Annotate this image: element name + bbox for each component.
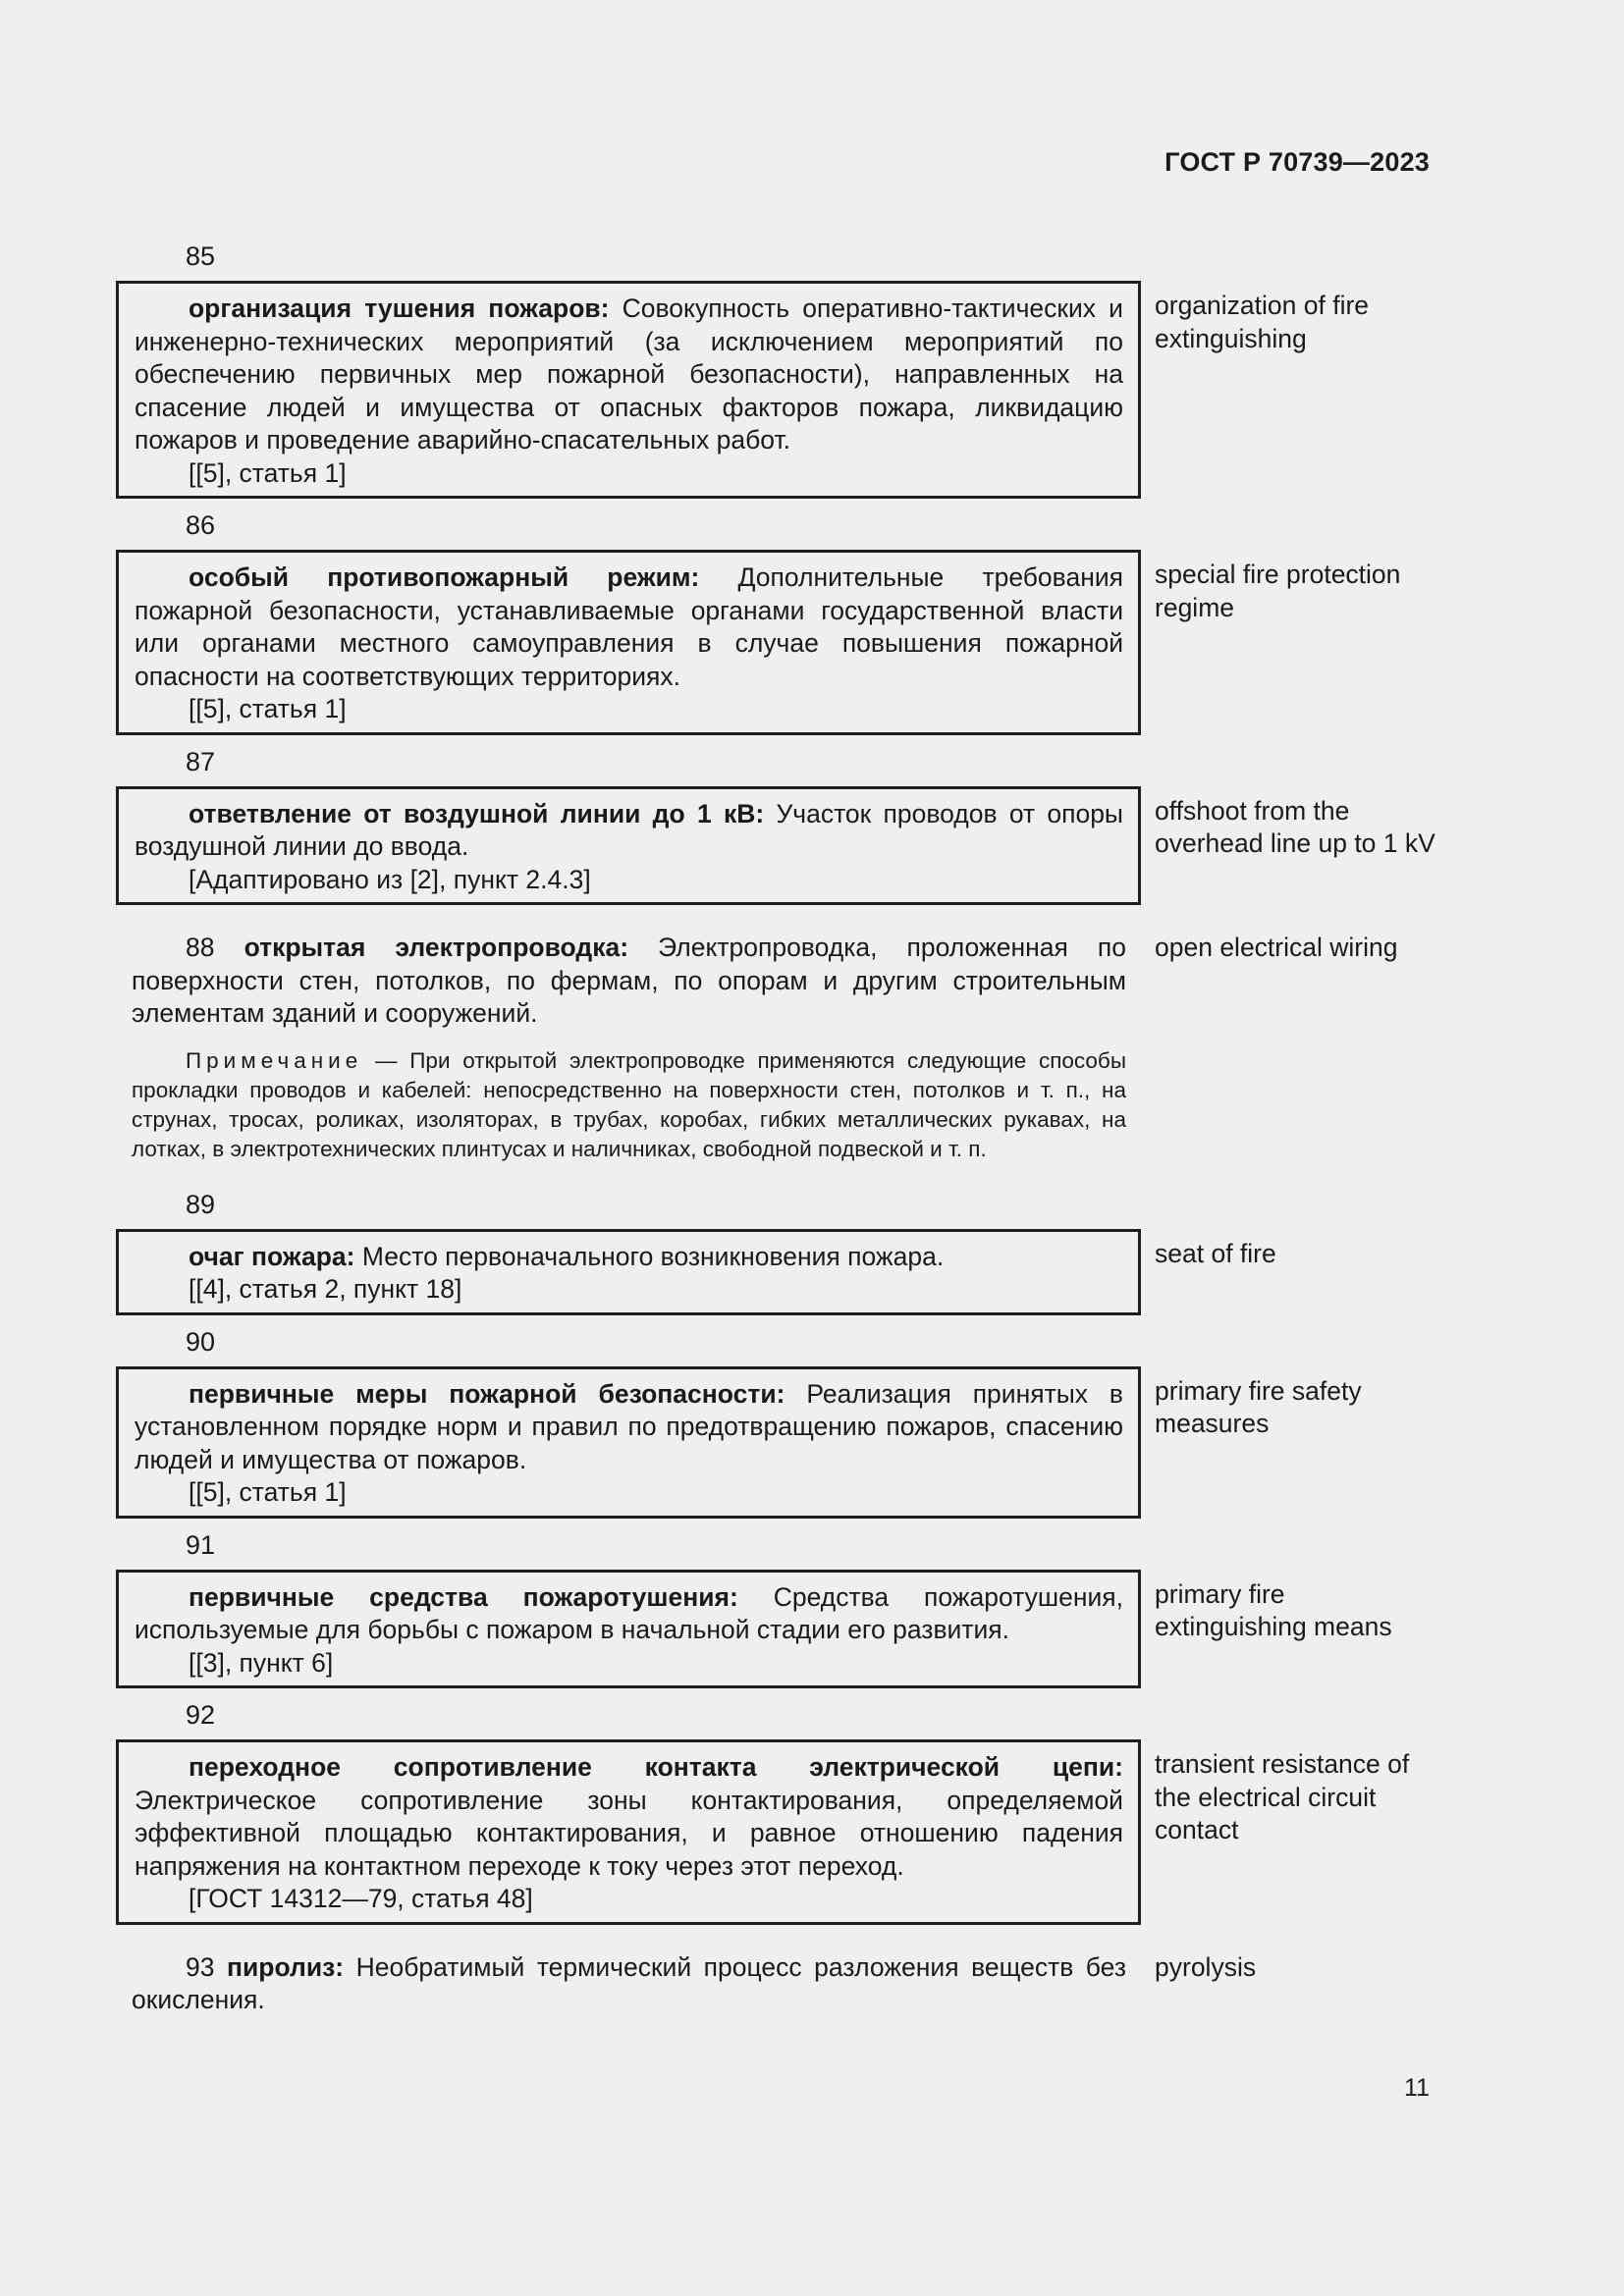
term-definition-block: [116, 923, 1141, 1170]
term-name: открытая электропроводка:: [244, 933, 629, 962]
term-english: seat of fire: [1155, 1238, 1276, 1268]
term-source: [[5], статья 1]: [189, 1477, 347, 1507]
term-name: первичные средства пожаротушения:: [189, 1581, 738, 1612]
term-entry-87: [116, 786, 1451, 906]
term-name: очаг пожара:: [189, 1241, 355, 1271]
term-name: ответвление от воздушной линии до 1 кВ:: [189, 798, 765, 828]
term-number: 91: [186, 1529, 216, 1560]
term-name: организация тушения пожаров:: [189, 294, 610, 323]
term-name: первичные меры пожарной безопасности:: [189, 1378, 785, 1409]
term-english: special fire protection regime: [1155, 560, 1401, 622]
term-definition-box: [116, 1366, 1141, 1519]
document-id: ГОСТ Р 70739—2023: [1164, 147, 1430, 177]
note-label: Примечание: [186, 1047, 363, 1073]
term-definition: Реализация принятых в установленном порядке норм и правил по предотвращению пожаров, спасению людей и имущества от пожаров.: [135, 1378, 1123, 1474]
term-definition-block: [116, 1943, 1141, 2023]
term-source: [[5], статья 1]: [189, 694, 347, 723]
term-source: [[3], пункт 6]: [189, 1647, 334, 1678]
term-number: 87: [186, 746, 216, 776]
term-definition-box: [116, 281, 1141, 499]
term-english: pyrolysis: [1155, 1951, 1257, 1982]
term-name: особый противопожарный режим:: [189, 562, 700, 592]
term-definition: Средства пожаротушения, используемые для борьбы с пожаром в начальной стадии его развития.: [135, 1581, 1123, 1644]
term-entry-90: [116, 1366, 1451, 1519]
term-definition-box: [116, 550, 1141, 735]
term-definition-box: [116, 1229, 1141, 1315]
term-definition: Участок проводов от опоры воздушной линии до ввода.: [135, 798, 1123, 861]
term-name: пиролиз:: [226, 1951, 345, 1982]
term-entry-85: [116, 281, 1451, 499]
term-number: 90: [186, 1326, 216, 1357]
term-definition: Необратимый термический процесс разложения веществ без окисления.: [132, 1951, 1126, 2014]
term-entry-93: [116, 1943, 1451, 2023]
term-english: primary fire safety measures: [1155, 1375, 1362, 1438]
term-definition-box: [116, 1570, 1141, 1689]
terms-list: [116, 240, 1451, 2023]
term-source: [Адаптировано из [2], пункт 2.4.3]: [189, 864, 591, 894]
term-english: transient resistance of the electrical circuit contact: [1155, 1749, 1410, 1844]
term-entry-88: [116, 923, 1451, 1170]
term-definition-box: [116, 1739, 1141, 1925]
term-definition: Совокупность оперативно-тактических и инженерно-технических мероприятий (за исключением мероприятий по обеспечению первичных мер пожарной безопасности), направленных на спасение людей и имущества от опасных факторов пожара, ликвидацию пожаров и проведение аварийно-спасательных работ.: [135, 294, 1123, 454]
page-number: 11: [1404, 2074, 1430, 2102]
term-english: organization of fire extinguishing: [1155, 291, 1370, 353]
term-english: primary fire extinguishing means: [1155, 1578, 1392, 1641]
term-source: [ГОСТ 14312—79, статья 48]: [189, 1884, 533, 1913]
term-source: [[4], статья 2, пункт 18]: [189, 1274, 462, 1304]
term-entry-92: [116, 1739, 1451, 1925]
term-number: 88: [186, 933, 215, 962]
term-definition: Электрическое сопротивление зоны контактирования, определяемой эффективной площадью контактирования, и равное отношению падения напряжения на контактном переходе к току через этот переход.: [135, 1785, 1123, 1881]
term-definition: Место первоначального возникновения пожара.: [361, 1241, 945, 1271]
term-name: переходное сопротивление контакта электрической цепи:: [189, 1752, 1123, 1782]
term-number: 86: [186, 510, 216, 540]
term-definition: Электропроводка, проложенная по поверхности стен, потолков, по фермам, по опорам и другим строительным элементам зданий и сооружений.: [132, 933, 1126, 1028]
term-entry-86: [116, 550, 1451, 735]
term-definition-box: [116, 786, 1141, 906]
term-note: [132, 1046, 1126, 1164]
term-number: 92: [186, 1700, 216, 1730]
term-number: 93: [186, 1951, 215, 1982]
term-number: 89: [186, 1189, 216, 1219]
term-entry-89: [116, 1229, 1451, 1315]
term-entry-91: [116, 1570, 1451, 1689]
term-english: offshoot from the overhead line up to 1 kV: [1155, 795, 1435, 858]
term-english: open electrical wiring: [1155, 933, 1398, 962]
term-definition: Дополнительные требования пожарной безопасности, устанавливаемые органами государственной власти или органами местного самоуправления в случае повышения пожарной опасности на соответствующих территориях.: [135, 562, 1123, 691]
term-number: 85: [186, 241, 216, 271]
term-source: [[5], статья 1]: [189, 457, 347, 488]
note-text: — При открытой электропроводке применяются следующие способы прокладки проводов и кабелей: непосредственно на поверхности стен, потолков и т. п., на струнах, тросах, роликах, изоляторах, в трубах, коробах, гибких металлических рукавах, на лотках, в электротехнических плинтусах и наличниках, свободной подвеской и т. п.: [132, 1047, 1126, 1161]
